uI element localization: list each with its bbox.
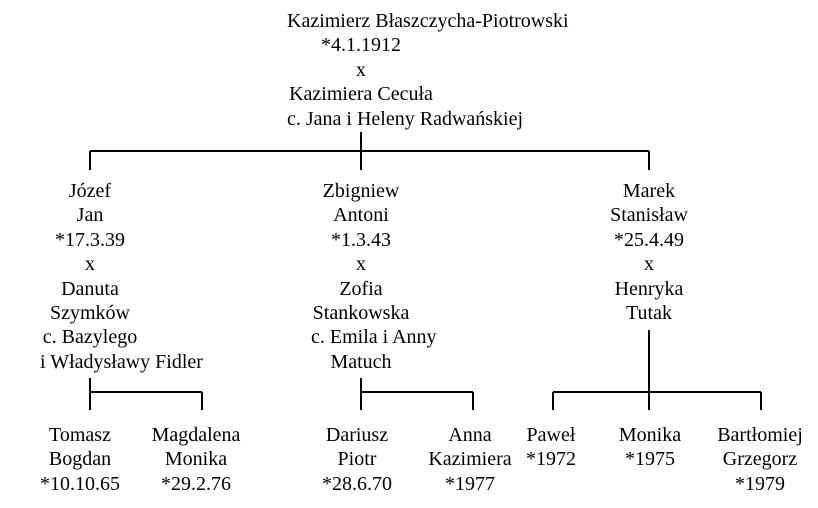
grandchild-second-name: Monika [164, 448, 228, 471]
grandchild-birth: *10.10.65 [40, 472, 120, 495]
grandchild-second-name: Bogdan [48, 448, 112, 471]
child-first-name: Marek [622, 180, 676, 202]
spouse-parents: c. Emila i Anny [311, 326, 437, 349]
spouse-first-name: Zofia [339, 277, 383, 300]
root-name: Kazimierz Błaszczycha-Piotrowski [287, 10, 569, 32]
marriage-symbol: x [644, 253, 654, 276]
spouse-surname: Tutak [626, 302, 672, 325]
root-birth: *4.1.1912 [321, 34, 401, 57]
child-second-name: Stanisław [610, 204, 688, 227]
grandchild-birth: *1977 [445, 472, 495, 495]
grandchild-anna [420, 423, 520, 496]
spouse-first-name: Henryka [614, 277, 684, 300]
child-zbigniew [311, 179, 437, 374]
marriage-symbol: x [356, 253, 366, 276]
grandchild-first-name: Tomasz [49, 424, 111, 446]
child-second-name: Jan [76, 204, 104, 227]
marriage-symbol: x [85, 253, 95, 276]
grandchild-tomasz [30, 423, 130, 496]
grandchild-second-name: Piotr [337, 448, 377, 471]
grandchild-birth: *29.2.76 [161, 472, 231, 495]
child-marek [599, 179, 699, 325]
grandchild-first-name: Paweł [526, 424, 576, 446]
spouse-name: Kazimiera Cecuła [289, 83, 433, 106]
grandchild-dariusz [307, 423, 407, 496]
grandchild-second-name: Grzegorz [722, 448, 798, 471]
child-first-name: Józef [68, 180, 112, 202]
grandchild-first-name: Bartłomiej [717, 424, 803, 446]
grandchild-bartlomiej [705, 423, 815, 496]
grandchild-first-name: Dariusz [325, 424, 389, 446]
root-couple [287, 9, 569, 131]
spouse-parents: i Władysławy Fidler [40, 350, 203, 373]
grandchild-birth: *1975 [625, 448, 675, 471]
grandchild-magdalena [146, 423, 246, 496]
grandchild-first-name: Magdalena [151, 424, 241, 446]
grandchild-first-name: Monika [618, 424, 682, 446]
child-first-name: Zbigniew [322, 180, 400, 202]
grandchild-first-name: Anna [448, 424, 492, 446]
marriage-symbol: x [356, 58, 366, 81]
child-birth: *25.4.49 [614, 228, 684, 251]
spouse-surname: Stankowska [312, 302, 410, 325]
spouse-parents: Matuch [330, 350, 392, 373]
grandchild-monika [605, 423, 695, 472]
grandchild-second-name: Kazimiera [428, 448, 512, 471]
child-birth: *17.3.39 [55, 228, 125, 251]
spouse-parents: c. Bazylego [42, 326, 138, 349]
child-second-name: Antoni [333, 204, 389, 227]
grandchild-birth: *28.6.70 [322, 472, 392, 495]
spouse-surname: Szymków [50, 302, 130, 325]
child-birth: *1.3.43 [331, 228, 391, 251]
grandchild-birth: *1979 [735, 472, 785, 495]
spouse-parents: c. Jana i Heleny Radwańskiej [287, 107, 524, 130]
grandchild-pawel [516, 423, 586, 472]
spouse-first-name: Danuta [61, 277, 119, 300]
grandchild-birth: *1972 [526, 448, 576, 471]
child-jozef [40, 179, 203, 374]
